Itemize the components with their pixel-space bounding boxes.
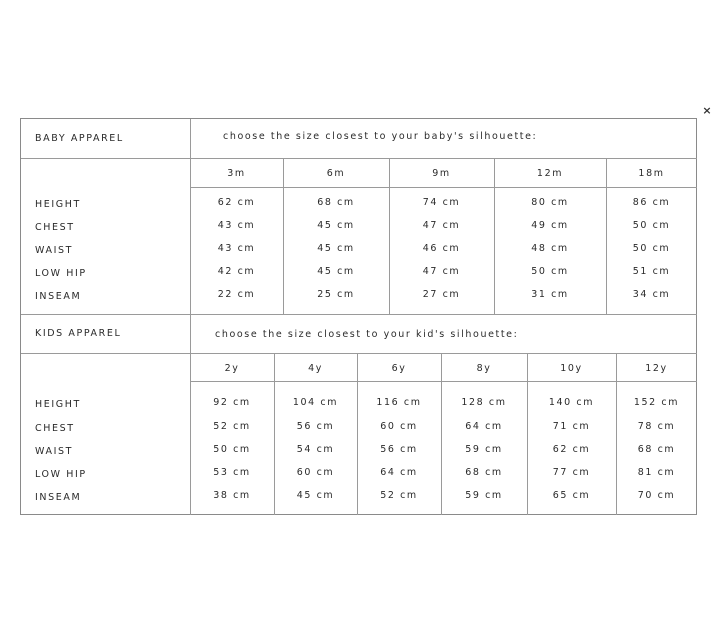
kids-measure-low-hip: LOW HIP xyxy=(35,469,87,480)
kids-value-cell: 128 cm xyxy=(461,397,507,408)
kids-value-cell: 56 cm xyxy=(296,421,335,432)
baby-header-top-line xyxy=(21,158,697,159)
label-column-divider xyxy=(190,119,191,515)
kids-value-cell: 62 cm xyxy=(552,444,591,455)
kids-apparel-subtitle: choose the size closest to your kid's silhouette: xyxy=(215,329,519,340)
kids-value-cell: 50 cm xyxy=(213,444,251,455)
baby-size-3m: 3m xyxy=(227,168,246,179)
baby-size-6m: 6m xyxy=(326,168,346,179)
kids-value-cell: 68 cm xyxy=(637,444,676,455)
kids-size-2y: 2y xyxy=(224,363,240,374)
kids-measure-inseam: INSEAM xyxy=(35,492,82,503)
baby-measure-waist: WAIST xyxy=(35,245,74,256)
baby-value-cell: 22 cm xyxy=(217,289,256,300)
kids-column-divider xyxy=(441,353,442,515)
kids-value-cell: 54 cm xyxy=(296,444,335,455)
kids-value-cell: 59 cm xyxy=(465,444,503,455)
baby-apparel-subtitle: choose the size closest to your baby's silhouette: xyxy=(223,131,538,142)
section-divider xyxy=(21,314,697,315)
baby-value-cell: 62 cm xyxy=(217,197,256,208)
kids-value-cell: 64 cm xyxy=(465,421,503,432)
kids-value-cell: 64 cm xyxy=(380,467,418,478)
kids-size-12y: 12y xyxy=(645,363,668,374)
baby-value-cell: 45 cm xyxy=(317,266,355,277)
baby-value-cell: 45 cm xyxy=(317,243,355,254)
kids-column-divider xyxy=(357,353,358,515)
kids-value-cell: 38 cm xyxy=(213,490,251,501)
baby-value-cell: 46 cm xyxy=(422,243,461,254)
kids-value-cell: 92 cm xyxy=(213,397,251,408)
kids-header-bottom-line xyxy=(190,381,697,382)
kids-value-cell: 104 cm xyxy=(292,397,339,408)
kids-measure-height: HEIGHT xyxy=(35,399,81,410)
baby-value-cell: 47 cm xyxy=(422,220,461,231)
kids-column-divider xyxy=(274,353,275,515)
baby-measure-low-hip: LOW HIP xyxy=(35,268,87,279)
kids-value-cell: 45 cm xyxy=(296,490,335,501)
kids-value-cell: 140 cm xyxy=(548,397,595,408)
baby-value-cell: 43 cm xyxy=(217,243,256,254)
kids-value-cell: 60 cm xyxy=(296,467,335,478)
baby-value-cell: 80 cm xyxy=(531,197,569,208)
baby-value-cell: 86 cm xyxy=(632,197,671,208)
baby-value-cell: 49 cm xyxy=(531,220,569,231)
baby-value-cell: 68 cm xyxy=(317,197,355,208)
kids-value-cell: 77 cm xyxy=(552,467,591,478)
kids-measure-waist: WAIST xyxy=(35,446,74,457)
baby-value-cell: 31 cm xyxy=(531,289,569,300)
kids-value-cell: 60 cm xyxy=(380,421,418,432)
kids-size-10y: 10y xyxy=(560,363,583,374)
baby-column-divider xyxy=(283,158,284,314)
kids-measure-chest: CHEST xyxy=(35,423,75,434)
kids-value-cell: 65 cm xyxy=(552,490,591,501)
baby-value-cell: 74 cm xyxy=(422,197,461,208)
baby-value-cell: 47 cm xyxy=(422,266,461,277)
baby-value-cell: 50 cm xyxy=(632,243,671,254)
baby-column-divider xyxy=(389,158,390,314)
kids-value-cell: 152 cm xyxy=(633,397,680,408)
kids-value-cell: 52 cm xyxy=(213,421,251,432)
kids-size-6y: 6y xyxy=(391,363,407,374)
kids-value-cell: 81 cm xyxy=(637,467,676,478)
baby-value-cell: 48 cm xyxy=(531,243,569,254)
baby-value-cell: 34 cm xyxy=(632,289,671,300)
baby-size-9m: 9m xyxy=(432,168,451,179)
kids-value-cell: 116 cm xyxy=(376,397,422,408)
kids-value-cell: 68 cm xyxy=(465,467,503,478)
kids-value-cell: 52 cm xyxy=(380,490,418,501)
kids-apparel-title: KIDS APPAREL xyxy=(35,328,122,339)
baby-measure-inseam: INSEAM xyxy=(35,291,82,302)
baby-size-12m: 12m xyxy=(536,168,564,179)
kids-size-4y: 4y xyxy=(308,363,323,374)
baby-size-18m: 18m xyxy=(638,168,665,179)
baby-column-divider xyxy=(606,158,607,314)
baby-value-cell: 50 cm xyxy=(531,266,569,277)
baby-value-cell: 45 cm xyxy=(317,220,355,231)
kids-value-cell: 53 cm xyxy=(213,467,251,478)
close-icon[interactable]: × xyxy=(702,104,712,117)
baby-value-cell: 27 cm xyxy=(422,289,461,300)
kids-value-cell: 78 cm xyxy=(637,421,676,432)
baby-measure-height: HEIGHT xyxy=(35,199,81,210)
kids-value-cell: 59 cm xyxy=(465,490,503,501)
baby-value-cell: 25 cm xyxy=(317,289,355,300)
kids-column-divider xyxy=(616,353,617,515)
baby-column-divider xyxy=(494,158,495,314)
kids-value-cell: 71 cm xyxy=(552,421,591,432)
baby-value-cell: 43 cm xyxy=(217,220,256,231)
baby-apparel-title: BABY APPAREL xyxy=(35,133,124,144)
kids-size-8y: 8y xyxy=(476,363,492,374)
baby-value-cell: 50 cm xyxy=(632,220,671,231)
kids-value-cell: 70 cm xyxy=(637,490,676,501)
kids-value-cell: 56 cm xyxy=(380,444,418,455)
baby-value-cell: 51 cm xyxy=(632,266,671,277)
size-chart xyxy=(20,118,697,515)
kids-column-divider xyxy=(527,353,528,515)
baby-measure-chest: CHEST xyxy=(35,222,75,233)
kids-header-top-line xyxy=(21,353,697,354)
baby-header-bottom-line xyxy=(190,187,697,188)
baby-value-cell: 42 cm xyxy=(217,266,256,277)
